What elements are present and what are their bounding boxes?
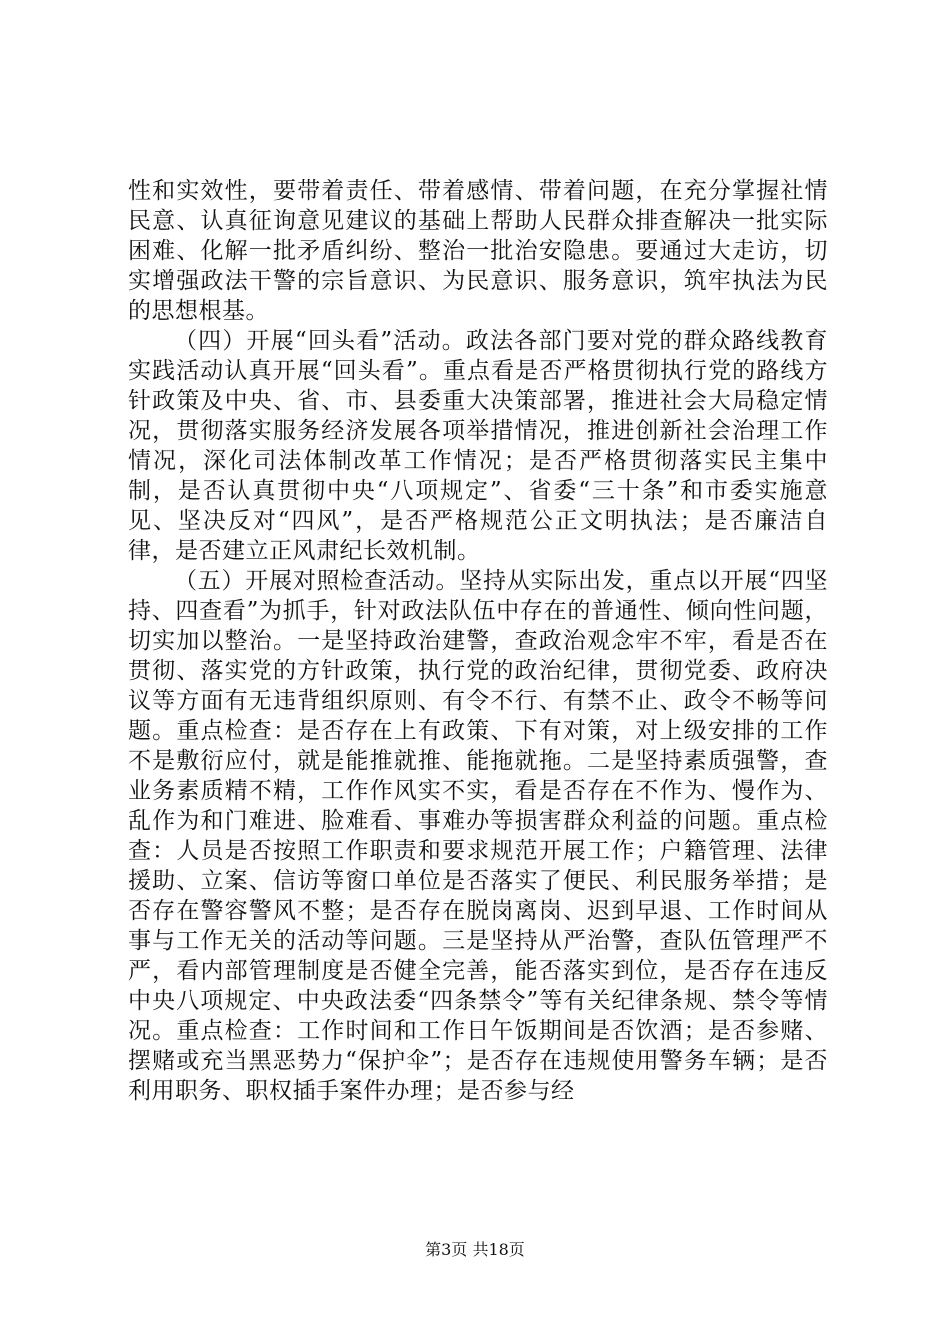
- page-number-footer: 第3页 共18页: [425, 1240, 525, 1259]
- paragraph-1: 性和实效性，要带着责任、带着感情、带着问题，在充分掌握社情民意、认真征询意见建议的基础上帮助人民群众排查解决一批实际困难、化解一批矛盾纠纷、整治一批治安隐患。要通过大走访，切实增强政法干警的宗旨意识、为民意识、服务意识，筑牢执法为民的思想根基。: [128, 178, 828, 324]
- document-body: [128, 176, 828, 1106]
- paragraph-2: （四）开展“回头看”活动。政法各部门要对党的群众路线教育实践活动认真开展“回头看”。重点看是否严格贯彻执行党的路线方针政策及中央、省、市、县委重大决策部署，推进社会大局稳定情况，贯彻落实服务经济发展各项举措情况，推进创新社会治理工作情况，深化司法体制改革工作情况；是否严格贯彻落实民主集中制，是否认真贯彻中央“八项规定”、省委“三十条”和市委实施意见、坚决反对“四风”，是否严格规范公正文明执法；是否廉洁自律，是否建立正风肃纪长效机制。: [128, 328, 828, 564]
- paragraph-3: （五）开展对照检查活动。坚持从实际出发，重点以开展“四坚持、四查看”为抓手，针对政法队伍中存在的普通性、倾向性问题，切实加以整治。一是坚持政治建警，查政治观念牢不牢，看是否在贯彻、落实党的方针政策，执行党的政治纪律，贯彻党委、政府决议等方面有无违背组织原则、有令不行、有禁不止、政令不畅等问题。重点检查：是否存在上有政策、下有对策，对上级安排的工作不是敷衍应付，就是能推就推、能拖就拖。二是坚持素质强警，查业务素质精不精，工作作风实不实，看是否存在不作为、慢作为、乱作为和门难进、脸难看、事难办等损害群众利益的问题。重点检查：人员是否按照工作职责和要求规范开展工作；户籍管理、法律援助、立案、信访等窗口单位是否落实了便民、利民服务举措；是否存在警容警风不整；是否存在脱岗离岗、迟到早退、工作时间从事与工作无关的活动等问题。三是坚持从严治警，查队伍管理严不严，看内部管理制度是否健全完善，能否落实到位，是否存在违反中央八项规定、中央政法委“四条禁令”等有关纪律条规、禁令等情况。重点检查：工作时间和工作日午饭期间是否饮酒；是否参赌、摆赌或充当黑恶势力“保护伞”；是否存在违规使用警务车辆；是否利用职务、职权插手案件办理；是否参与经: [128, 568, 828, 1104]
